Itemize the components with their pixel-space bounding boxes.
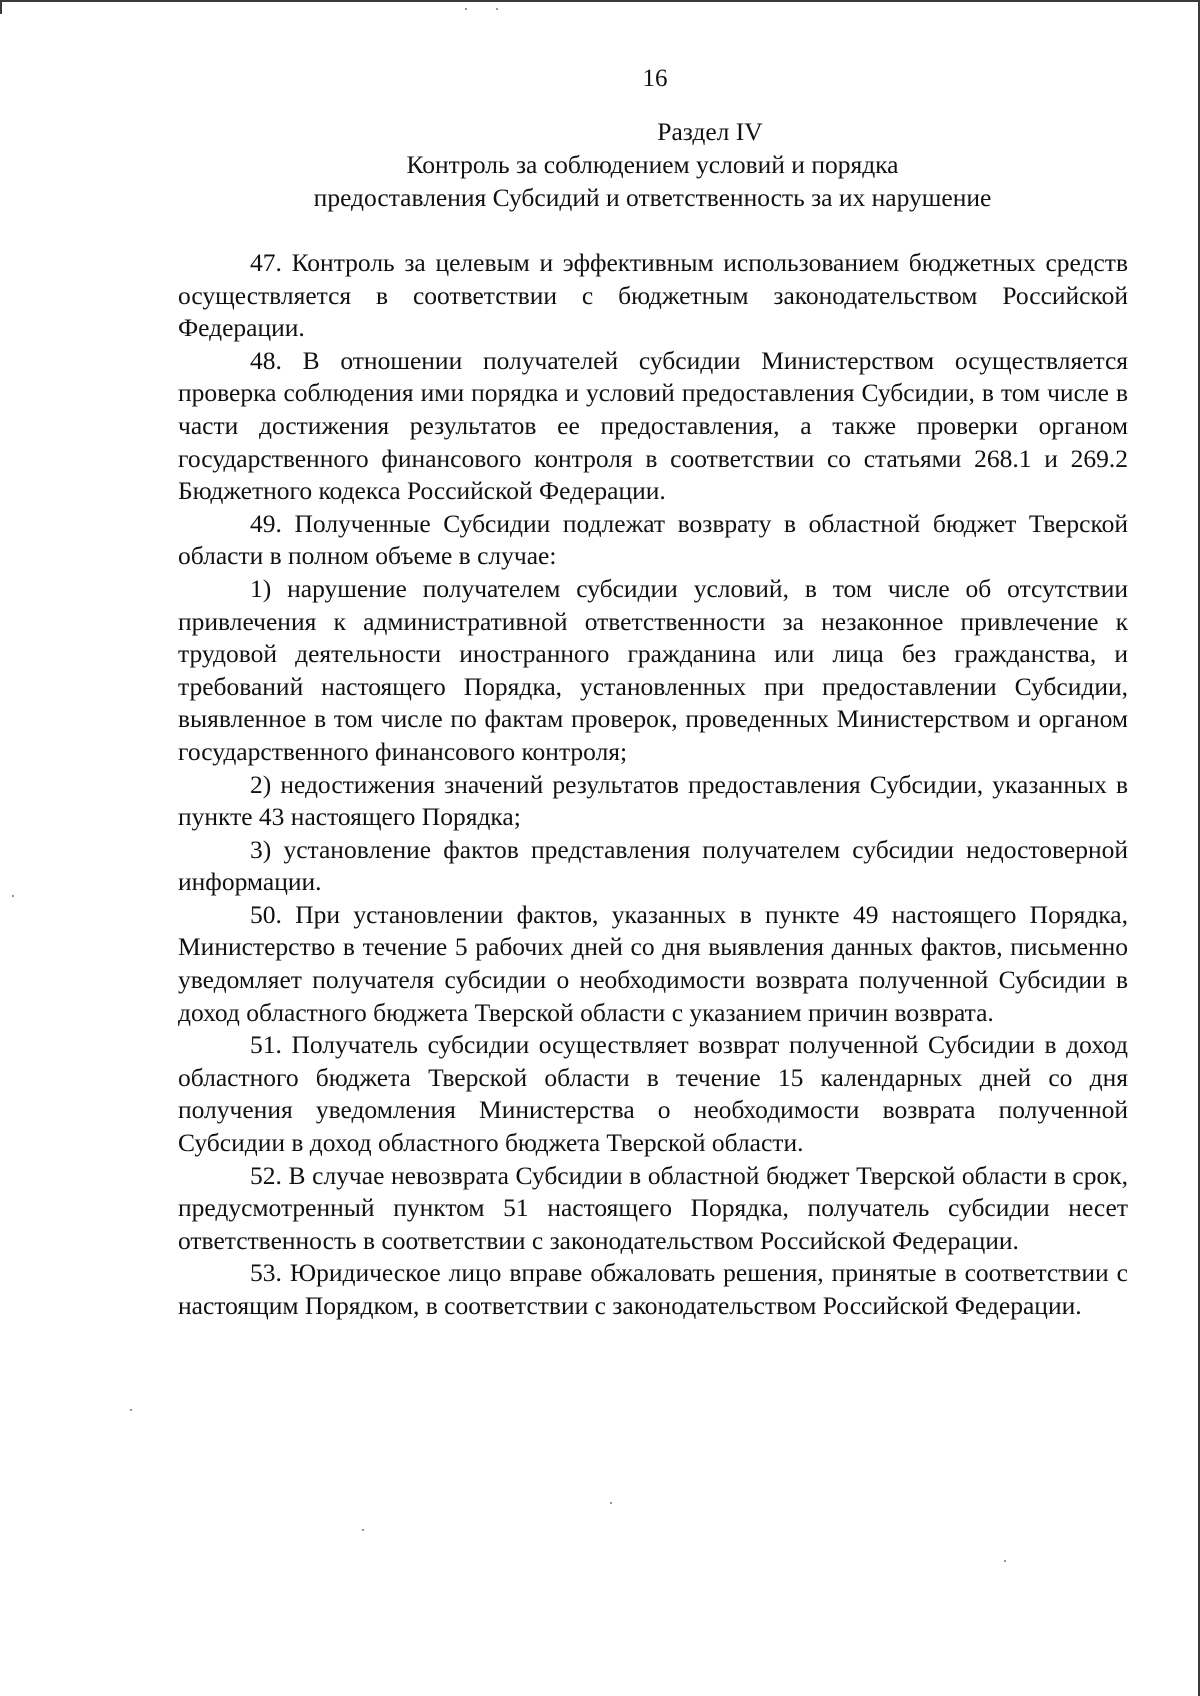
paragraph-52: 52. В случае невозврата Субсидии в областной бюджет Тверской области в срок, предусмотренный пунктом 51 настоящего Порядка, получатель субсидии несет ответственность в соответствии с законодательством Российской Федерации. [178, 1160, 1128, 1255]
section-header [180, 115, 1125, 214]
paragraph-47: 47. Контроль за целевым и эффективным использованием бюджетных средств осуществляется в соответствии с бюджетным законодательством Российской Федерации. [178, 248, 1128, 343]
page-number: 16 [642, 65, 668, 92]
scan-speck [465, 8, 467, 10]
section-heading-line-2: предоставления Субсидий и ответственность за их нарушение [313, 183, 992, 212]
scan-border-top [0, 0, 1200, 2]
scan-speck [130, 1409, 132, 1411]
scan-speck [1004, 1560, 1006, 1562]
section-title: Раздел IV [657, 117, 763, 146]
scan-speck [610, 1502, 612, 1504]
paragraph-50: 50. При установлении фактов, указанных в пункте 49 настоящего Порядка, Министерство в течение 5 рабочих дней со дня выявления данных фактов, письменно уведомляет получателя субсидии о необходимости возврата полученной Субсидии в доход областного бюджета Тверской области с указанием причин возврата. [178, 899, 1128, 1027]
paragraph-53: 53. Юридическое лицо вправе обжаловать решения, принятые в соответствии с настоящим Порядком, в соответствии с законодательством Российской Федерации. [178, 1258, 1128, 1320]
scan-border-left [0, 0, 2, 14]
scan-speck [496, 8, 498, 10]
paragraph-51: 51. Получатель субсидии осуществляет возврат полученной Субсидии в доход областного бюджета Тверской области в течение 15 календарных дней со дня получения уведомления Министерства о необходимости возврата полученной Субсидии в доход областного бюджета Тверской области. [178, 1030, 1128, 1158]
document-body [178, 247, 1128, 1323]
paragraph-48: 48. В отношении получателей субсидии Министерством осуществляется проверка соблюдения ими порядка и условий предоставления Субсидии, в том числе в части достижения результатов ее предоставления, а также проверки органом государственного финансового контроля в соответствии со статьями 268.1 и 269.2 Бюджетного кодекса Российской Федерации. [178, 345, 1128, 506]
paragraph-49: 49. Полученные Субсидии подлежат возврату в областной бюджет Тверской области в полном объеме в случае: [178, 508, 1128, 571]
paragraph-49-item-1: 1) нарушение получателем субсидии условий, в том числе об отсутствии привлечения к административной ответственности за незаконное привлечение к трудовой деятельности иностранного гражданина или лица без гражданства, и требований настоящего Порядка, установленных при предоставлении Субсидии, выявленное в том числе по фактам проверок, проведенных Министерством и органом государственного финансового контроля; [178, 573, 1128, 766]
paragraph-49-item-2: 2) недостижения значений результатов предоставления Субсидии, указанных в пункте 43 настоящего Порядка; [178, 769, 1128, 832]
section-heading-line-1: Контроль за соблюдением условий и порядка [406, 150, 899, 179]
scan-speck [12, 895, 14, 897]
scan-speck [362, 1529, 364, 1531]
paragraph-49-item-3: 3) установление фактов представления получателем субсидии недостоверной информации. [178, 834, 1128, 897]
